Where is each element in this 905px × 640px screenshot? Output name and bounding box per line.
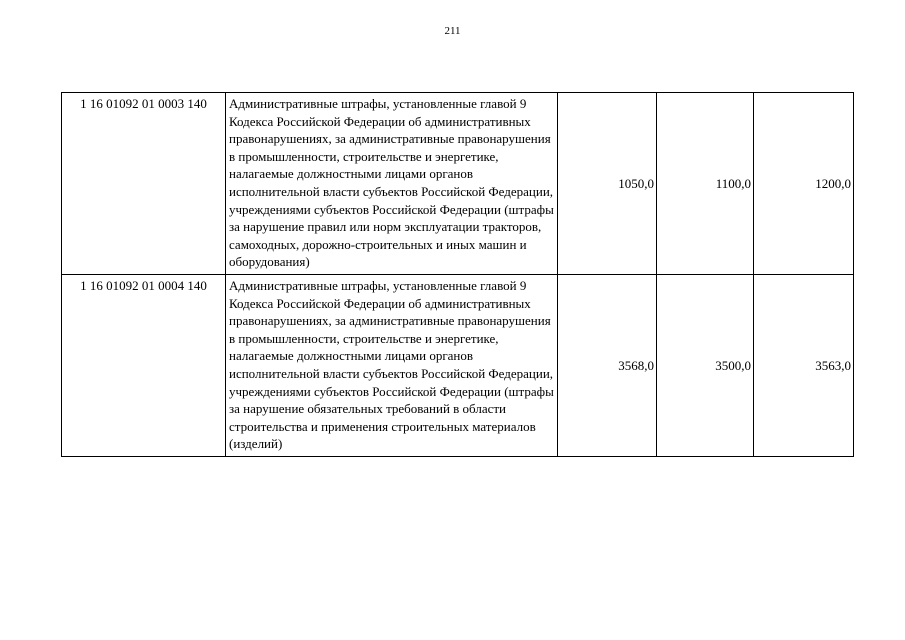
- description-cell: Административные штрафы, установленные главой 9 Кодекса Российской Федерации об административных правонарушениях, за административные правонарушения в промышленности, строительстве и энергетике, налагаемые должностными лицами органов исполнительной власти субъектов Российской Федерации, учреждениями субъектов Российской Федерации (штрафы за нарушение обязательных требований в области строительства и применения строительных материалов (изделий): [226, 274, 558, 456]
- value-year-3-cell: 3563,0: [754, 274, 854, 456]
- budget-code-cell: 1 16 01092 01 0003 140: [62, 93, 226, 275]
- table-row: [62, 274, 854, 456]
- budget-code-cell: 1 16 01092 01 0004 140: [62, 274, 226, 456]
- description-cell: Административные штрафы, установленные главой 9 Кодекса Российской Федерации об административных правонарушениях, за административные правонарушения в промышленности, строительстве и энергетике, налагаемые должностными лицами органов исполнительной власти субъектов Российской Федерации, учреждениями субъектов Российской Федерации (штрафы за нарушение правил или норм эксплуатации тракторов, самоходных, дорожно-строительных и иных машин и оборудования): [226, 93, 558, 275]
- budget-table: [61, 92, 854, 457]
- value-year-2-cell: 3500,0: [657, 274, 754, 456]
- value-year-3-cell: 1200,0: [754, 93, 854, 275]
- value-year-2-cell: 1100,0: [657, 93, 754, 275]
- page-number: 211: [444, 25, 461, 37]
- value-year-1-cell: 1050,0: [558, 93, 657, 275]
- value-year-1-cell: 3568,0: [558, 274, 657, 456]
- table-row: [62, 93, 854, 275]
